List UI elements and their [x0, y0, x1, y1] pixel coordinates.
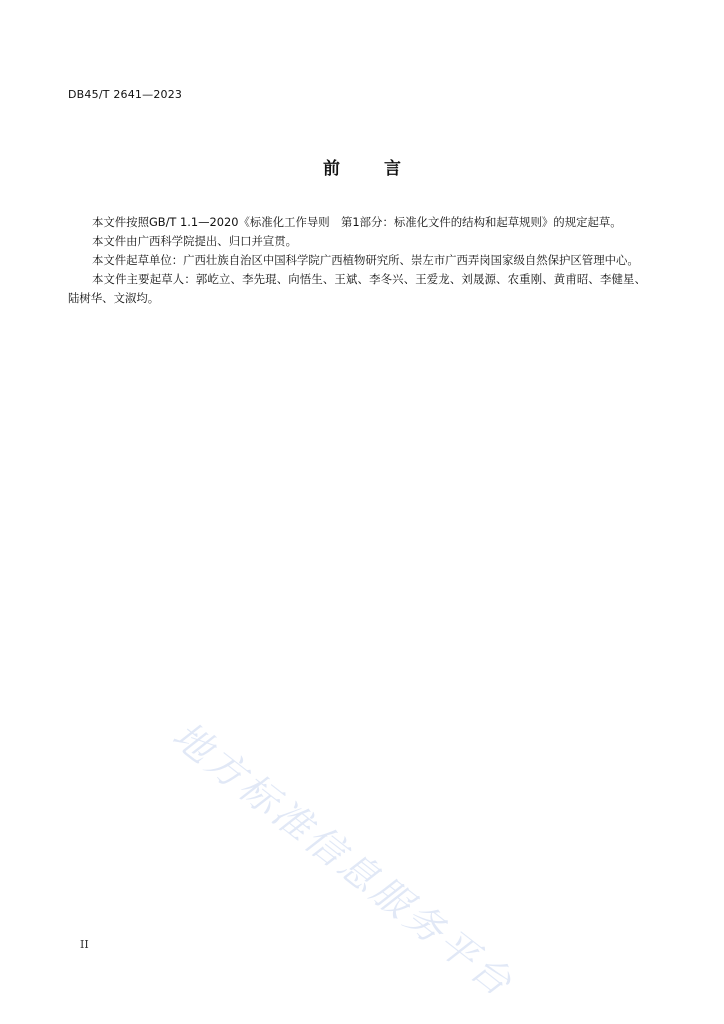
foreword-body — [68, 213, 646, 308]
watermark: 地方标准信息服务平台 — [164, 712, 523, 1007]
document-code: DB45/T 2641—2023 — [68, 88, 183, 101]
paragraph-proposer: 本文件由广西科学院提出、归口并宣贯。 — [92, 234, 298, 248]
paragraph-drafting-basis: 本文件按照GB/T 1.1—2020《标准化工作导则 第1部分：标准化文件的结构和起草规则》的规定起草。 — [92, 215, 622, 229]
page-title — [0, 154, 724, 179]
title-char-2: 言 — [384, 159, 401, 179]
paragraph-drafters: 本文件主要起草人：郭屹立、李先琨、向悟生、王斌、李冬兴、王爱龙、刘晟源、农重刚、黄甫昭、李健星、陆树华、文淑均。 — [68, 272, 646, 305]
page-number: II — [80, 938, 89, 951]
title-char-1: 前 — [323, 159, 340, 179]
paragraph-drafting-units: 本文件起草单位：广西壮族自治区中国科学院广西植物研究所、崇左市广西弄岗国家级自然保护区管理中心。 — [92, 253, 639, 267]
